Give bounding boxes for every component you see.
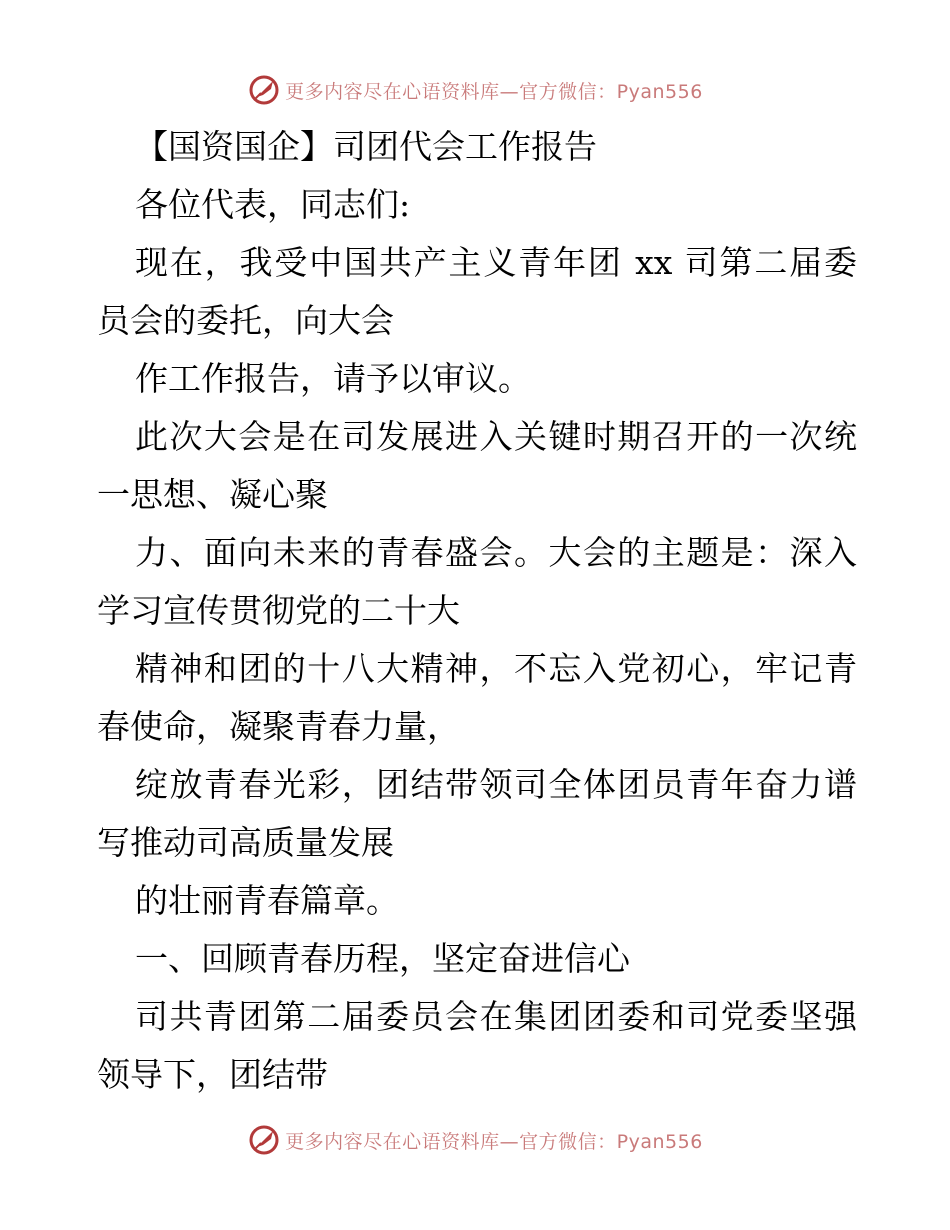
paragraph-line: 精神和团的十八大精神，不忘入党初心，牢记青 <box>135 649 857 688</box>
paragraph-line: 写推动司高质量发展 <box>97 823 394 862</box>
header-watermark <box>0 70 950 110</box>
paragraph-line: 现在，我受中国共产主义青年团 xx 司第二届委 <box>135 243 857 282</box>
section-heading: 一、回顾青春历程，坚定奋进信心 <box>135 939 630 978</box>
paragraph-line: 领导下，团结带 <box>97 1055 328 1094</box>
watermark-text: 更多内容尽在心语资料库—官方微信：Pyan556 <box>285 1130 703 1153</box>
watermark-text: 更多内容尽在心语资料库—官方微信：Pyan556 <box>285 80 703 103</box>
salutation: 各位代表，同志们: <box>135 185 411 224</box>
footer-watermark <box>0 1120 950 1160</box>
quill-pen-circle-icon <box>247 1123 281 1157</box>
paragraph-line: 力、面向未来的青春盛会。大会的主题是：深入 <box>135 533 857 572</box>
paragraph-line: 学习宣传贯彻党的二十大 <box>97 591 460 630</box>
quill-pen-circle-icon <box>247 73 281 107</box>
paragraph-line: 司共青团第二届委员会在集团团委和司党委坚强 <box>135 997 857 1036</box>
paragraph-line: 春使命，凝聚青春力量， <box>97 707 460 746</box>
paragraph-line: 一思想、凝心聚 <box>97 475 328 514</box>
paragraph-line: 绽放青春光彩，团结带领司全体团员青年奋力谱 <box>135 765 857 804</box>
report-body <box>97 118 857 1104</box>
document-title: 【国资国企】司团代会工作报告 <box>135 127 597 166</box>
paragraph-line: 作工作报告，请予以审议。 <box>135 359 531 398</box>
paragraph-line: 员会的委托，向大会 <box>97 301 394 340</box>
paragraph-line: 的壮丽青春篇章。 <box>135 881 399 920</box>
paragraph-line: 此次大会是在司发展进入关键时期召开的一次统 <box>135 417 857 456</box>
